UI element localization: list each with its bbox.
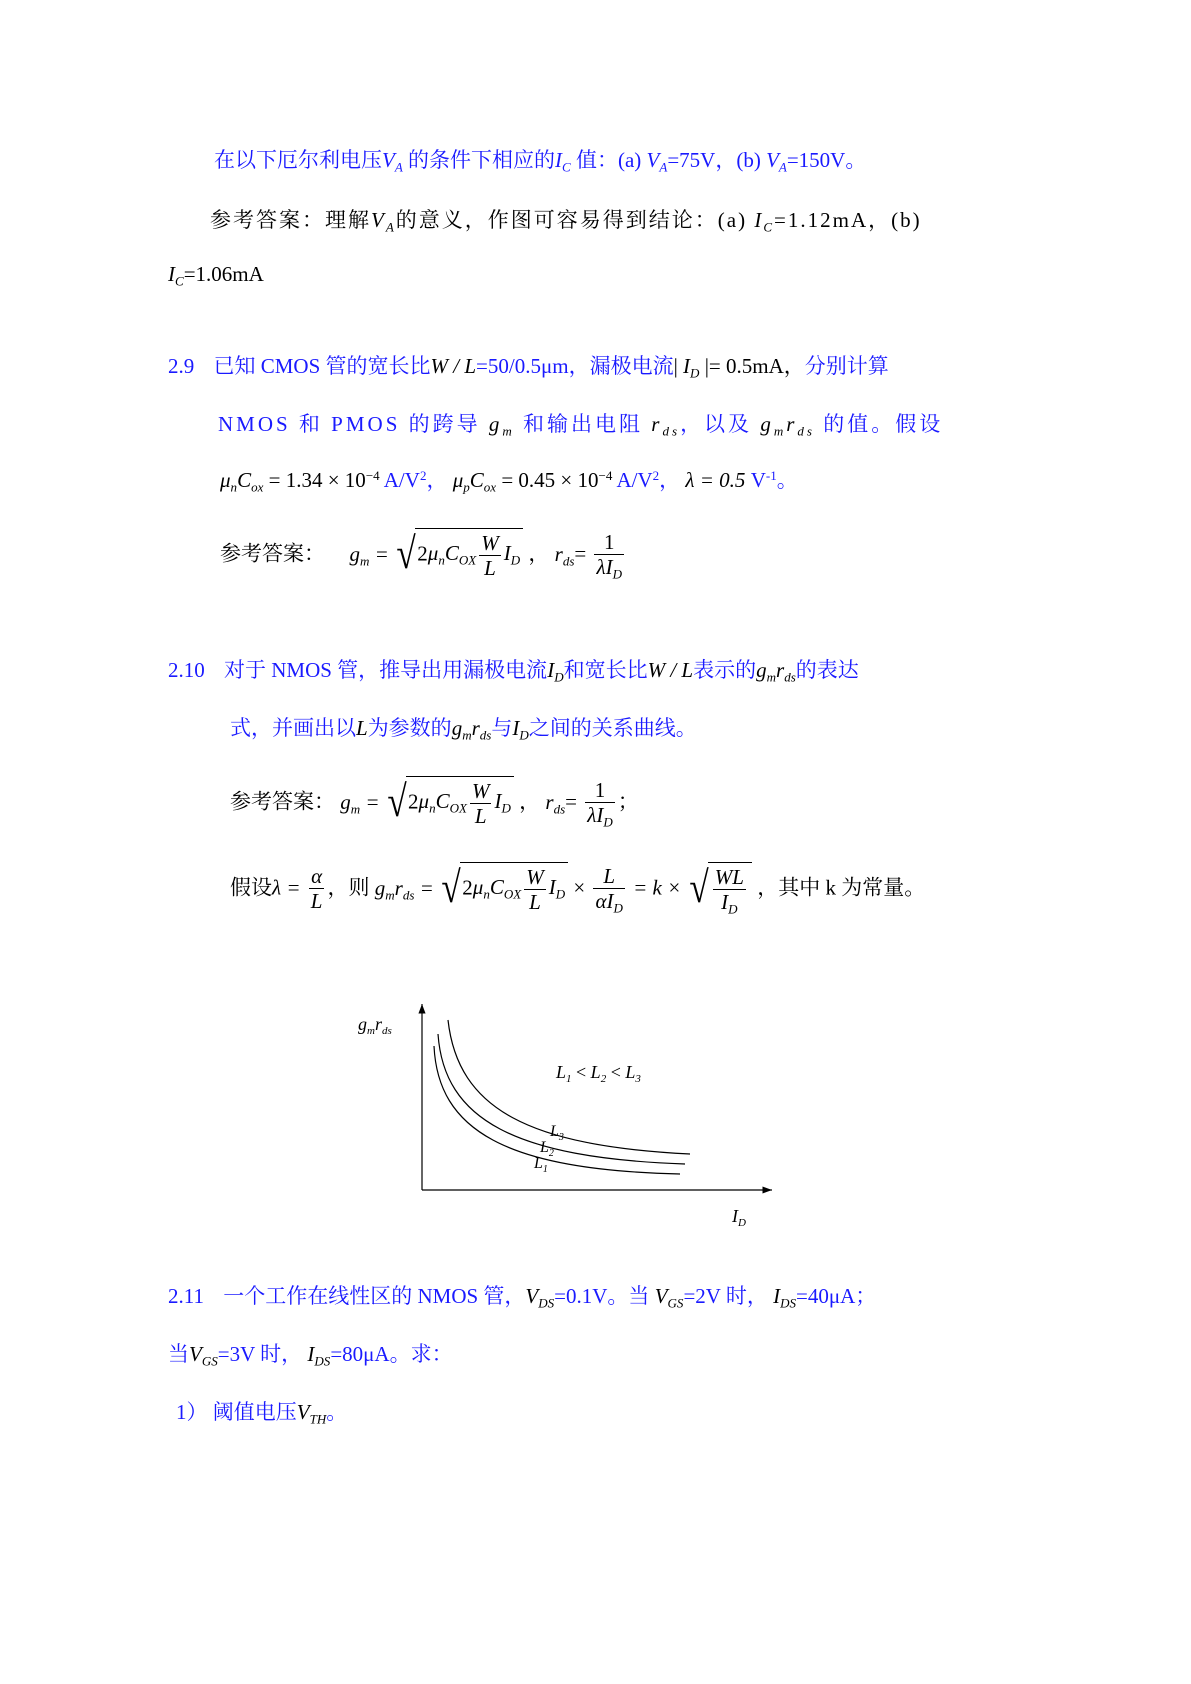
curve-label-l2: $L_2$ (540, 1139, 554, 1159)
problem-number: 2.10 (168, 658, 205, 682)
problem-2-9-line-2: NMOS 和 PMOS 的跨导 $g_m$ 和输出电阻 $r_{ds}$，以及 $g_mr_{ds}$ 的值。假设 (218, 412, 944, 439)
problem-2-9-line-3: $\mu_nC_{ox} = 1.34 \times 10^{-4}$ $A/V^2$， $\mu_pC_{ox} = 0.45 \times 10^{-4}$ $A/V^2$， λ = 0.5 $V^{-1}$。 (220, 467, 798, 495)
problem-2-10-line-1: 2.10 对于 NMOS 管，推导出用漏极电流$I_D$和宽长比W / L表示的$g_mr_{ds}$的表达 (168, 658, 859, 685)
problem-2-10-answer-1: 参考答案： $g_m = √2\mu_nC_{OX}$ $\frac{W}{L}$ $I_D$ ， $r_{ds}=$ $\frac{1}{\lambda I_D}$ ； (230, 777, 639, 830)
intro-answer-line: 参考答案：理解$V_A$的意义，作图可容易得到结论：(a) $I_C=1.12mA$，(b) (210, 208, 922, 235)
problem-2-11-line-2: 当$V_{GS}=3V$ 时， $I_{DS}=80\mu A$。求： (168, 1342, 453, 1369)
x-axis-label: $I_D$ (732, 1206, 746, 1229)
problem-2-11-question-1: 1） 阈值电压$V_{TH}$。 (176, 1400, 348, 1427)
problem-2-10-line-2: 式，并画出以L为参数的$g_mr_{ds}$与$I_D$之间的关系曲线。 (230, 716, 697, 743)
curve-label-l1: $L_1$ (534, 1155, 548, 1175)
problem-2-9-answer: 参考答案： $g_m = √2\mu_nC_{OX}$ $\frac{W}{L}$ $I_D$ ， $r_{ds}=$ $\frac{1}{\lambda I_D}$ (220, 529, 622, 582)
curve-l3 (448, 1020, 690, 1154)
gm-rds-vs-id-graph (340, 1000, 780, 1229)
y-axis-label: $g_mr_{ds}$ (358, 1014, 392, 1037)
sqrt-formula: $√2\mu_nC_{OX}$ $\frac{W}{L}$ $I_D$ (394, 528, 523, 580)
problem-2-10-answer-2: 假设λ = $\frac{\alpha}{L}$ ，则 $g_mr_{ds} = √2\mu_nC_{OX}$ $\frac{W}{L}$ $I_D$ × $\frac{L}{\alpha I_D}$ = k × √ $\frac{WL}{I_D}$ ，其中 k 为常量。 (230, 863, 926, 917)
problem-2-11-line-1: 2.11 一个工作在线性区的 NMOS 管，$V_{DS}=0.1V$。当 $V_{GS}=2V$ 时， $I_{DS}=40\mu A$； (168, 1284, 877, 1311)
problem-number: 2.9 (168, 354, 195, 378)
curve-l2 (438, 1034, 685, 1164)
l-relation: $L_1$ < $L_2$ < $L_3$ (556, 1062, 641, 1085)
problem-number: 2.11 (168, 1284, 204, 1308)
problem-2-9-line-1: 2.9 已知 CMOS 管的宽长比W / L=50/0.5μm，漏极电流| $I_D$ |= 0.5mA，分别计算 (168, 354, 889, 381)
curve-label-l3: $L_3$ (550, 1123, 564, 1143)
intro-question-line: 在以下厄尔利电压$V_A$ 的条件下相应的$I_C$ 值：(a) $V_A=75V$，(b) $V_A=150V$。 (214, 148, 867, 175)
intro-answer-line-2: $I_C=1.06mA$ (168, 262, 264, 289)
